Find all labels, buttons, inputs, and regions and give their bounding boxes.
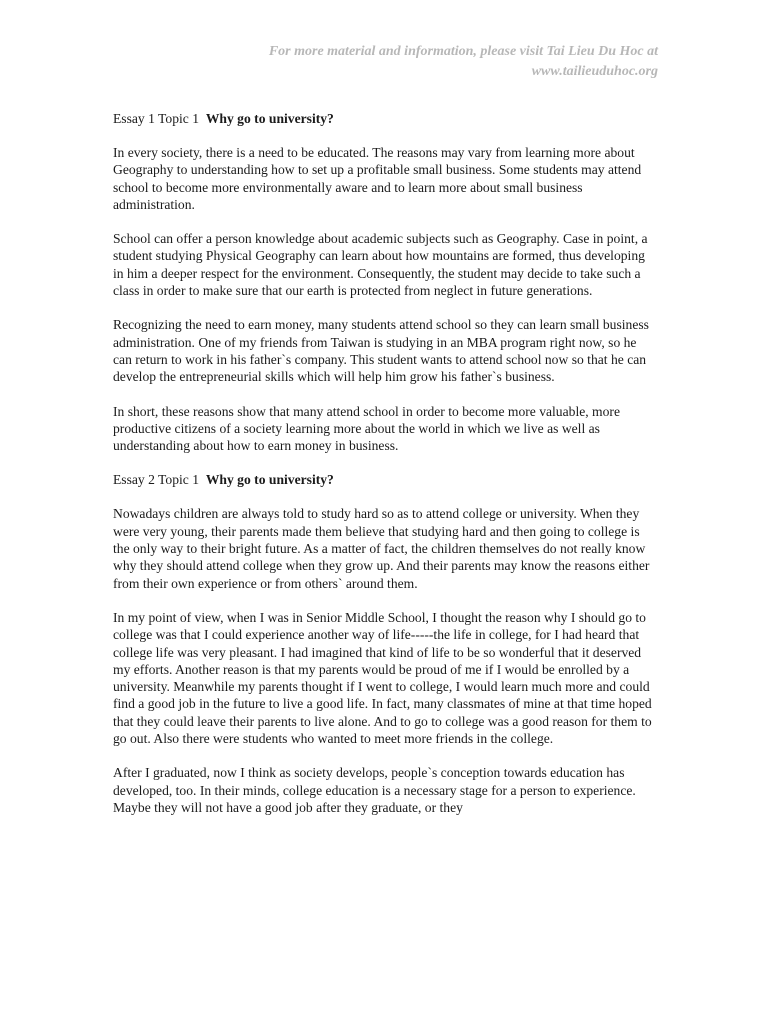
header-website: www.tailieuduhoc.org [531, 64, 658, 79]
essay-1-paragraph-4: In short, these reasons show that many attend school in order to become more valuable, more productive citizens of a society learning more about the world in which we live as well as understanding about how to earn money in business. [113, 403, 620, 454]
document-page [113, 42, 658, 833]
essay-2-title: Why go to university? [205, 472, 334, 488]
page-header [113, 42, 658, 82]
essay-1-heading [113, 110, 658, 128]
essay-2-label: Essay 2 Topic 1 [113, 472, 200, 488]
essay-1-title: Why go to university? [205, 111, 334, 126]
essay-2-paragraph-2: In my point of view, when I was in Senior Middle School, I thought the reason why I should go to college was that I could experience another way of life-----the life in college, for I had heard that college life was very pleasant. I had imagined that kind of life to be so wonderful that it deserved my efforts. Another reason is that my parents would be proud of me if I would be enrolled by a university. Meanwhile my parents thought if I went to college, I would learn much more and could find a good job in the future to live a good life. In fact, many classmates of mine at that time hoped that they could leave their parents to live alone. And to go to college was a good reason for them to go out. Also there were students who wanted to meet more friends in the college. [113, 609, 652, 747]
essay-2-paragraph-3: After I graduated, now I think as society develops, people`s conception towards education has developed, too. In their minds, college education is a necessary stage for a person to experience. Maybe they will not have a good job after they graduate, or they [113, 765, 636, 815]
essay-1-paragraph-2: School can offer a person knowledge about academic subjects such as Geography. Case in point, a student studying Physical Geography can learn about how mountains are formed, thus developing in him a deeper respect for the environment. Consequently, the student may decide to take such a class in order to make sure that our earth is protected from neglect in future generations. [113, 231, 648, 299]
essay-1 [113, 110, 658, 454]
essay-2 [113, 471, 658, 816]
essay-1-label: Essay 1 Topic 1 [113, 111, 200, 126]
essay-1-paragraph-3: Recognizing the need to earn money, many students attend school so they can learn small business administration. One of my friends from Taiwan is studying in an MBA program right now, so he can return to work in his father`s company. This student wants to attend school now so that he can develop the entrepreneurial skills which will help him grow his father`s business. [113, 317, 649, 385]
header-line-1: For more material and information, please visit Tai Lieu Du Hoc at [268, 44, 658, 59]
essay-1-paragraph-1: In every society, there is a need to be educated. The reasons may vary from learning more about Geography to understanding how to set up a profitable small business. Some students may attend school to become more environmentally aware and to learn more about small business administration. [113, 145, 642, 212]
essay-2-heading [113, 471, 658, 489]
essay-2-paragraph-1: Nowadays children are always told to study hard so as to attend college or university. When they were very young, their parents made them believe that studying hard and then going to college is the only way to their bright future. As a matter of fact, the children themselves do not really know why they should attend college when they grow up. And their parents may know the reasons either from their own experience or from others` around them. [113, 506, 650, 591]
